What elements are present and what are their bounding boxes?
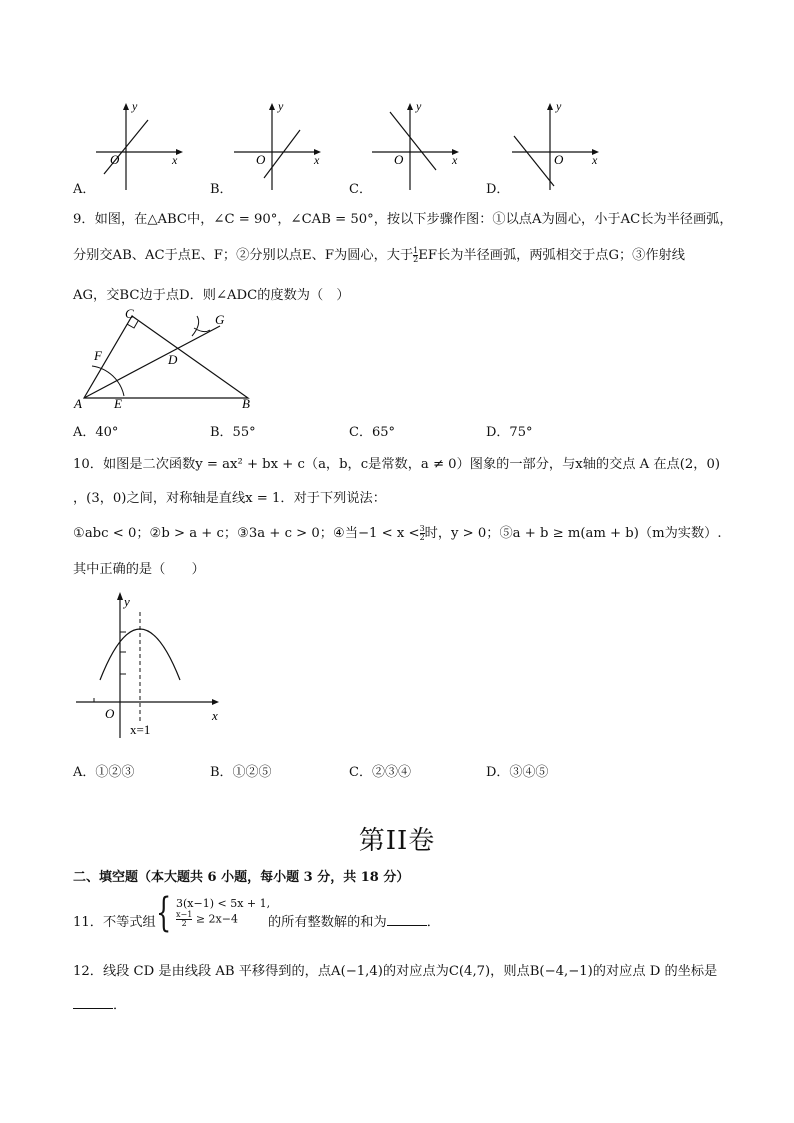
q9-label-c: C <box>125 306 134 321</box>
q8-d-origin: O <box>554 152 564 167</box>
q10-text-line4: 其中正确的是（ ） <box>73 562 205 577</box>
q9-option-a[interactable]: A．40° <box>73 425 119 440</box>
q11-end: ． <box>426 915 440 930</box>
section-title: 第II卷 <box>358 826 436 856</box>
section-heading: 二、填空题（本大题共 6 小题，每小题 3 分，共 18 分） <box>73 870 410 885</box>
q11-frac-den: 2 <box>176 919 192 928</box>
q9-label-e: E <box>114 396 122 411</box>
q9-text-line2-b: EF长为半径画弧，两弧相交于点G；③作射线 <box>418 248 685 263</box>
q10-parabola-graph <box>74 588 234 740</box>
q9-label-f: F <box>94 348 102 363</box>
q9-label-g: G <box>215 312 225 327</box>
q9-text-line1: 9．如图，在△ABC中，∠C = 90°，∠CAB = 50°，按以下步骤作图：①以点A为圆心，小于AC长为半径画弧， <box>73 212 733 227</box>
q8-b-origin: O <box>256 152 266 167</box>
q10-x-label: x <box>212 708 218 723</box>
q9-label-b: B <box>242 396 250 411</box>
q9-frac-num: 1 <box>413 246 419 255</box>
q9-label-a: A <box>74 396 82 411</box>
q12-text-line1: 12．线段 CD 是由线段 AB 平移得到的，点A(−1,4)的对应点为C(4,7)，则点B(−4,−1)的对应点 D 的坐标是 <box>73 964 718 979</box>
q8-graph-a <box>92 100 192 192</box>
q8-a-y-label: y <box>132 100 138 113</box>
q8-a-x-label: x <box>172 153 178 167</box>
q12-answer-blank[interactable] <box>73 996 113 1009</box>
q8-c-x-label: x <box>452 153 458 167</box>
q8-option-a[interactable]: A． <box>73 182 96 197</box>
q10-option-c[interactable]: C．②③④ <box>349 765 411 780</box>
q10-text-line1: 10．如图是二次函数y = ax² + bx + c（a，b，c是常数，a ≠ 0）图象的一部分，与x轴的交点 A 在点(2，0) <box>73 457 720 472</box>
q8-option-b[interactable]: B． <box>210 182 233 197</box>
q11-answer-blank[interactable] <box>387 913 427 926</box>
q11-brace: { <box>156 890 172 936</box>
q8-c-y-label: y <box>416 100 422 113</box>
q10-option-d[interactable]: D．③④⑤ <box>486 765 549 780</box>
q10-option-a[interactable]: A．①②③ <box>73 765 135 780</box>
q9-triangle-figure <box>70 306 270 412</box>
q10-y-label: y <box>124 594 130 609</box>
q8-option-c[interactable]: C． <box>349 182 372 197</box>
q10-frac-den: 2 <box>419 533 425 542</box>
q8-option-d[interactable]: D． <box>486 182 510 197</box>
q10-axis-of-symmetry-label: x=1 <box>130 722 151 737</box>
q11-inequality-2 <box>176 911 238 928</box>
q10-text-line3-b: 时，y > 0；⑤a + b ≥ m(am + b)（m为实数）. <box>424 526 722 541</box>
q8-b-y-label: y <box>278 100 284 113</box>
q8-a-origin: O <box>110 152 120 167</box>
q9-text-line2-a: 分别交AB、AC于点E、F；②分别以点E、F为圆心，大于 <box>73 248 414 263</box>
q11-inequality-1: 3(x−1) < 5x + 1, <box>176 897 271 910</box>
q9-option-d[interactable]: D．75° <box>486 425 533 440</box>
q12-text-line2 <box>73 994 126 1013</box>
q10-option-b[interactable]: B．①②⑤ <box>210 765 272 780</box>
q8-d-x-label: x <box>592 153 598 167</box>
q9-option-b[interactable]: B．55° <box>210 425 256 440</box>
q8-c-origin: O <box>394 152 404 167</box>
q8-graph-b <box>230 100 330 192</box>
q10-frac-num: 3 <box>419 524 425 533</box>
q10-origin: O <box>105 706 115 721</box>
q11-frac-num: x−1 <box>176 910 193 919</box>
q11-fraction <box>176 911 192 928</box>
q9-frac-den: 2 <box>413 255 419 264</box>
q11-inequality-2-rest: ≥ 2x−4 <box>195 912 238 926</box>
q9-text-line3: AG，交BC边于点D．则∠ADC的度数为（ ） <box>73 288 350 303</box>
q12-end: ． <box>113 998 127 1013</box>
q8-graph-c <box>368 100 468 192</box>
q9-label-d: D <box>168 352 178 367</box>
q10-text-line2: ，(3，0)之间，对称轴是直线x = 1．对于下列说法： <box>73 491 386 506</box>
q9-option-c[interactable]: C．65° <box>349 425 395 440</box>
q8-b-x-label: x <box>314 153 320 167</box>
q9-text-line2 <box>73 244 685 264</box>
q8-graph-d <box>508 100 608 192</box>
q10-text-line3 <box>73 522 722 542</box>
q11-suffix-line <box>268 911 440 930</box>
q10-text-line3-a: ①abc < 0；②b > a + c；③3a + c > 0；④当−1 < x < <box>73 526 420 541</box>
q8-d-y-label: y <box>556 100 562 113</box>
q11-prefix: 11．不等式组 <box>73 915 156 930</box>
q11-suffix: 的所有整数解的和为 <box>268 915 387 930</box>
